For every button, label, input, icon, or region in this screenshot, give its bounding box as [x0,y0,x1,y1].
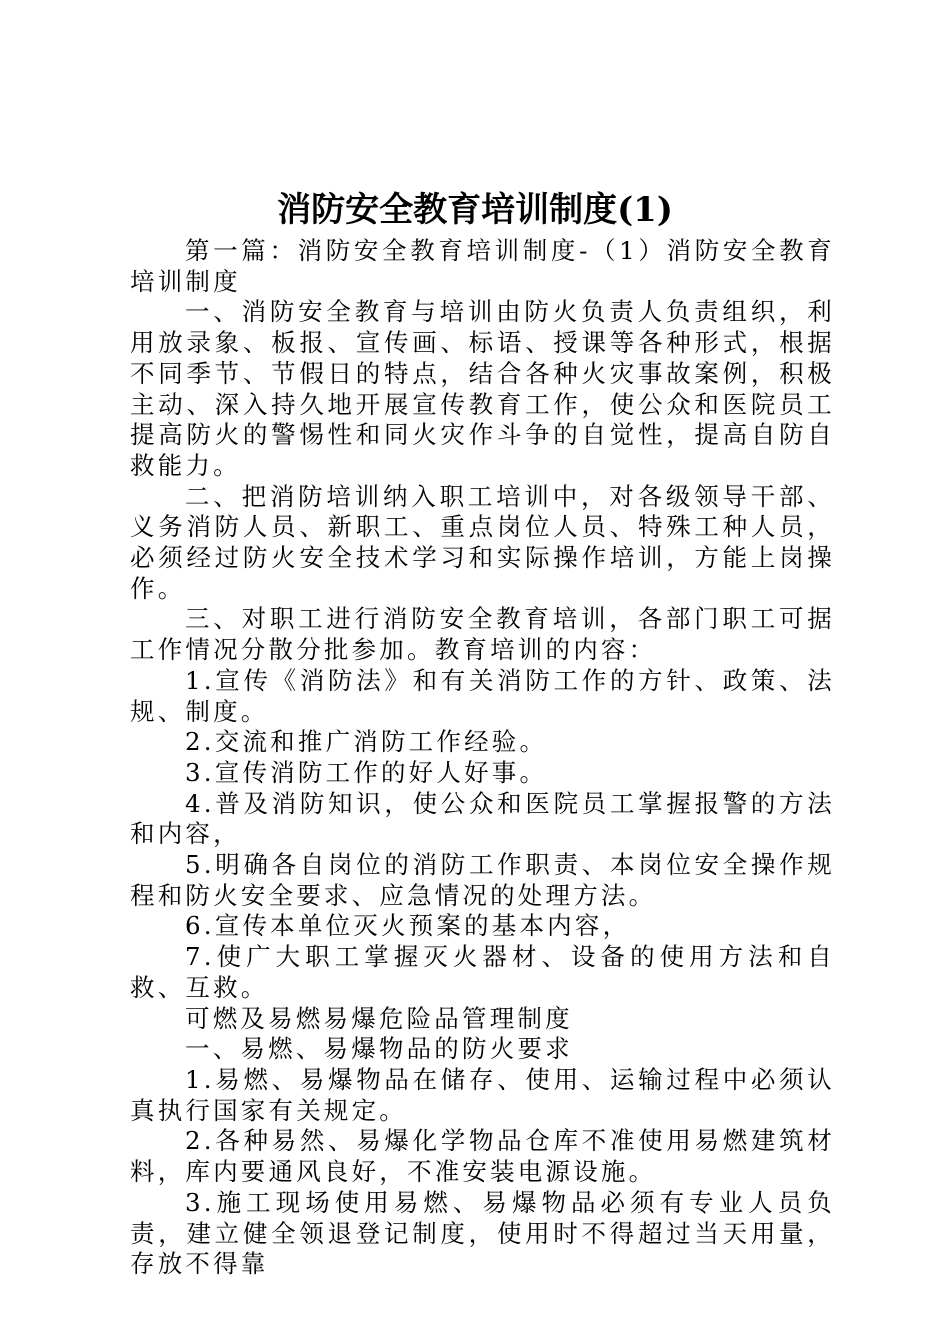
paragraph: 3.施工现场使用易燃、易爆物品必须有专业人员负责，建立健全领退登记制度，使用时不得超过当天用量，存放不得靠 [130,1187,835,1279]
paragraph: 3.宣传消防工作的好人好事。 [185,757,548,787]
section-heading: 可燃及易燃易爆危险品管理制度 [185,1003,573,1033]
paragraph: 二、把消防培训纳入职工培训中，对各级领导干部、义务消防人员、新职工、重点岗位人员、特殊工种人员，必须经过防火安全技术学习和实际操作培训，方能上岗操作。 [130,481,835,603]
paragraph: 2.各种易然、易爆化学物品仓库不准使用易燃建筑材料，库内要通风良好，不准安装电源设施。 [130,1126,835,1187]
paragraph: 6.宣传本单位灭火预案的基本内容， [185,911,631,941]
paragraph: 一、消防安全教育与培训由防火负责人负责组织，利用放录象、板报、宣传画、标语、授课等各种形式，根据不同季节、节假日的特点，结合各种火灾事故案例，积极主动、深入持久地开展宣传教育工作，使公众和医院员工提高防火的警惕性和同火灾作斗争的自觉性，提高自防自救能力。 [130,297,835,480]
paragraph: 7.使广大职工掌握灭火器材、设备的使用方法和自救、互救。 [130,942,835,1002]
paragraph: 5.明确各自岗位的消防工作职责、本岗位安全操作规程和防火安全要求、应急情况的处理方法。 [130,850,835,910]
paragraph: 1.易燃、易爆物品在储存、使用、运输过程中必须认真执行国家有关规定。 [130,1064,835,1125]
paragraph: 1.宣传《消防法》和有关消防工作的方针、政策、法规、制度。 [130,665,835,726]
paragraph: 三、对职工进行消防安全教育培训，各部门职工可据工作情况分散分批参加。教育培训的内容： [130,604,835,665]
document-body [130,236,835,1280]
paragraph: 一、易燃、易爆物品的防火要求 [185,1034,573,1064]
paragraph: 第一篇：消防安全教育培训制度-（1）消防安全教育培训制度 [130,236,835,296]
paragraph: 4.普及消防知识，使公众和医院员工掌握报警的方法和内容， [130,788,835,849]
document-title: 消防安全教育培训制度(1) [277,190,673,230]
paragraph: 2.交流和推广消防工作经验。 [185,727,548,757]
